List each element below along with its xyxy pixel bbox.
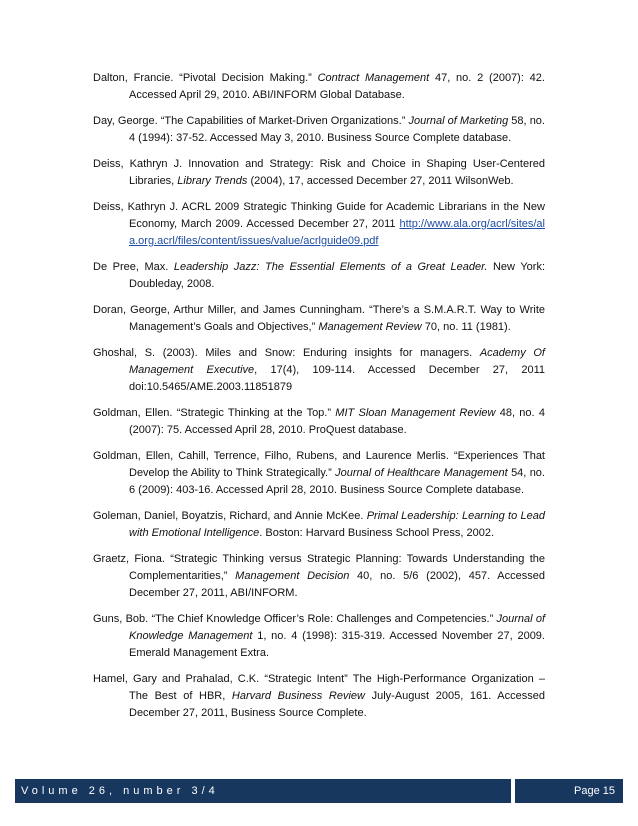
reference-title: Journal of Marketing	[408, 115, 509, 127]
reference-text: Graetz, Fiona. “Strategic Thinking versus Strategic Planning: Towards Understanding the Complementarities,”	[93, 553, 545, 582]
reference-text: Goldman, Ellen. “Strategic Thinking at the Top.”	[93, 407, 336, 419]
reference-text: Day, George. “The Capabilities of Market-Driven Organizations.”	[93, 115, 409, 127]
reference-text: , 17(4), 109-114. Accessed December 27, 2011 doi:10.5465/AME.2003.11851879	[129, 364, 545, 393]
reference-title: Management Decision	[235, 570, 350, 582]
reference-text: (2004), 17, accessed December 27, 2011 WilsonWeb.	[247, 175, 514, 187]
reference-title: Primal Leadership: Learning to Lead with Emotional Intelligence	[129, 510, 545, 539]
reference-text: 40, no. 5/6 (2002), 457. Accessed December 27, 2011, ABI/INFORM.	[129, 570, 545, 599]
reference-text: Deiss, Kathryn J. ACRL 2009 Strategic Thinking Guide for Academic Librarians in the New Economy, March 2009. Accessed December 27, 2011	[93, 201, 545, 230]
reference-title: Academy Of Management Executive	[129, 347, 545, 376]
reference-title: Harvard Business Review	[231, 690, 365, 702]
reference-title: Leadership Jazz: The Essential Elements of a Great Leader.	[173, 261, 488, 273]
reference-title: Management Review	[318, 321, 422, 333]
reference-text: 48, no. 4 (2007): 75. Accessed April 28, 2010. ProQuest database.	[129, 407, 545, 436]
reference-entry	[93, 345, 545, 396]
reference-text: Dalton, Francie. “Pivotal Decision Making.”	[93, 72, 318, 84]
reference-text: 54, no. 6 (2009): 403-16. Accessed April 28, 2010. Business Source Complete database.	[129, 467, 545, 496]
reference-text: 70, no. 11 (1981).	[421, 321, 511, 333]
reference-entry	[93, 156, 545, 190]
reference-link[interactable]: http://www.ala.org/acrl/sites/ala.org.acrl/files/content/issues/value/acrlguide09.pdf	[129, 218, 545, 247]
reference-entry	[93, 259, 545, 293]
reference-text: Goldman, Ellen, Cahill, Terrence, Filho, Rubens, and Laurence Merlis. “Experiences That Develop the Ability to Think Strategically.”	[93, 450, 545, 479]
reference-entry	[93, 199, 545, 250]
footer-volume: Volume 26, number 3/4	[15, 779, 511, 803]
reference-title: Contract Management	[317, 72, 430, 84]
reference-text: Goleman, Daniel, Boyatzis, Richard, and Annie McKee.	[93, 510, 367, 522]
reference-list	[93, 70, 545, 731]
reference-entry	[93, 405, 545, 439]
reference-entry	[93, 70, 545, 104]
reference-title: Journal of Knowledge Management	[129, 613, 546, 642]
reference-entry	[93, 551, 545, 602]
reference-text: Deiss, Kathryn J. Innovation and Strategy: Risk and Choice in Shaping User-Centered Libraries,	[93, 158, 545, 187]
reference-text: De Pree, Max.	[93, 261, 174, 273]
reference-entry	[93, 508, 545, 542]
reference-title: MIT Sloan Management Review	[335, 407, 496, 419]
reference-title: Library Trends	[177, 175, 248, 187]
reference-entry	[93, 302, 545, 336]
reference-title: Journal of Healthcare Management	[335, 467, 508, 479]
reference-text: July-August 2005, 161. Accessed December 27, 2011, Business Source Complete.	[129, 690, 545, 719]
reference-entry	[93, 611, 545, 662]
reference-text: Doran, George, Arthur Miller, and James Cunningham. “There’s a S.M.A.R.T. Way to Write Management’s Goals and Objectives,”	[93, 304, 545, 333]
reference-text: Guns, Bob. “The Chief Knowledge Officer’s Role: Challenges and Competencies.”	[93, 613, 497, 625]
reference-text: New York: Doubleday, 2008.	[129, 261, 545, 290]
reference-text: 58, no. 4 (1994): 37-52. Accessed May 3, 2010. Business Source Complete database.	[129, 115, 545, 144]
reference-text: Ghoshal, S. (2003). Miles and Snow: Enduring insights for managers.	[93, 347, 480, 359]
reference-text: Hamel, Gary and Prahalad, C.K. “Strategic Intent” The High-Performance Organization – The Best of HBR,	[93, 673, 545, 702]
reference-text: . Boston: Harvard Business School Press, 2002.	[259, 527, 495, 539]
reference-entry	[93, 448, 545, 499]
reference-text: 1, no. 4 (1998): 315-319. Accessed November 27, 2009. Emerald Management Extra.	[129, 630, 545, 659]
page-footer	[15, 779, 623, 803]
reference-entry	[93, 671, 545, 722]
reference-text: 47, no. 2 (2007): 42. Accessed April 29, 2010. ABI/INFORM Global Database.	[129, 72, 545, 101]
reference-entry	[93, 113, 545, 147]
footer-page-number: Page 15	[515, 779, 623, 803]
